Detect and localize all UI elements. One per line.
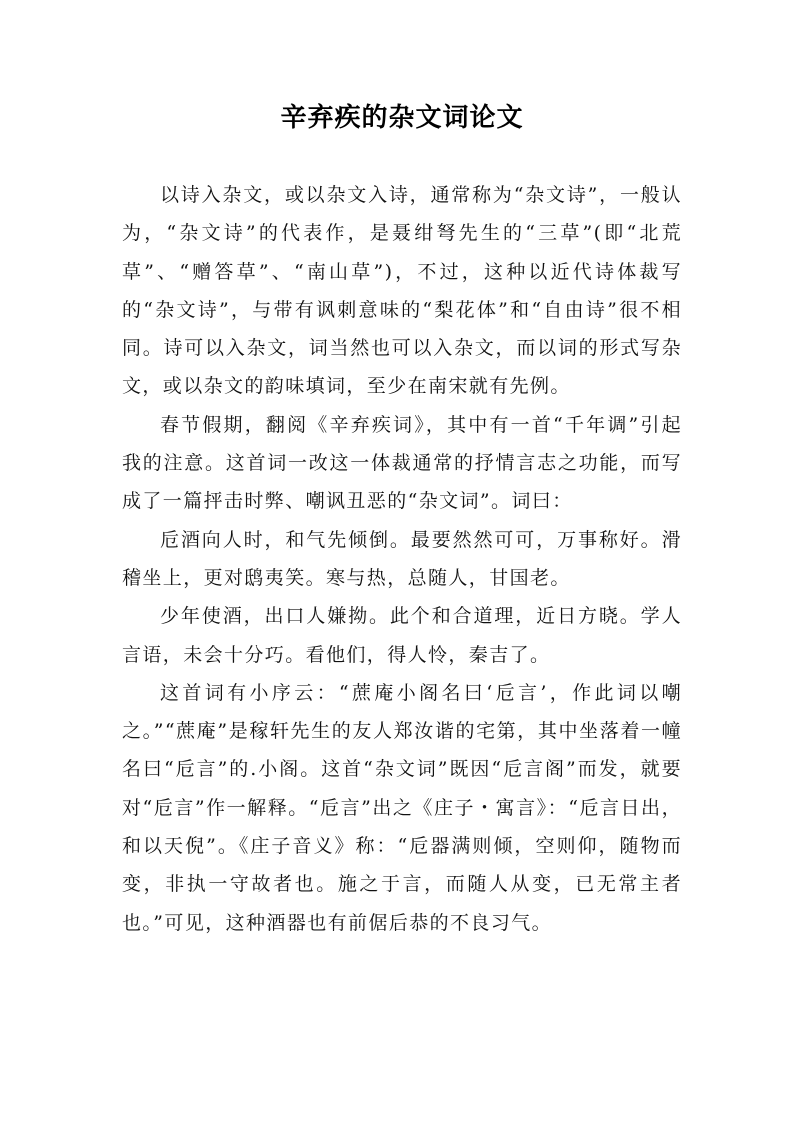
paragraph-preface-explanation: 这首词有小序云：“蔗庵小阁名曰‘卮言’，作此词以嘲之。”“蔗庵”是稼轩先生的友人郑汝谐的宅第，其中坐落着一幢名曰“卮言”的.小阁。这首“杂文词”既因“卮言阁”而发，就要对“卮言”作一解释。“卮言”出之《庄子・寓言》：“卮言日出，和以天倪”。《庄子音义》称：“卮器满则倾，空则仰，随物而变，非执一守故者也。施之于言，而随人从变，已无常主者也。”可见，这种酒器也有前倨后恭的不良习气。 [122,681,682,934]
paragraph-spring-festival: 春节假期，翻阅《辛弃疾词》，其中有一首“千年调”引起我的注意。这首词一改这一体裁通常的抒情言志之功能，而写成了一篇抨击时弊、嘲讽丑恶的“杂文词”。词曰： [122,413,682,513]
document-body [122,176,682,942]
paragraph-intro: 以诗入杂文，或以杂文入诗，通常称为“杂文诗”，一般认为，“杂文诗”的代表作，是聂绀弩先生的“三草”(即“北荒草”、“赠答草”、“南山草”)，不过，这种以近代诗体裁写的“杂文诗”，与带有讽刺意味的“梨花体”和“自由诗”很不相同。诗可以入杂文，词当然也可以入杂文，而以词的形式写杂文，或以杂文的韵味填词，至少在南宋就有先例。 [122,184,682,398]
poem-stanza-1: 卮酒向人时，和气先倾倒。最要然然可可，万事称好。滑稽坐上，更对鸱夷笑。寒与热，总随人，甘国老。 [122,528,682,589]
poem-stanza-2: 少年使酒，出口人嫌拗。此个和合道理，近日方晓。学人言语，未会十分巧。看他们，得人怜，秦吉了。 [122,605,682,666]
document-title: 辛弃疾的杂文词论文 [280,103,524,133]
